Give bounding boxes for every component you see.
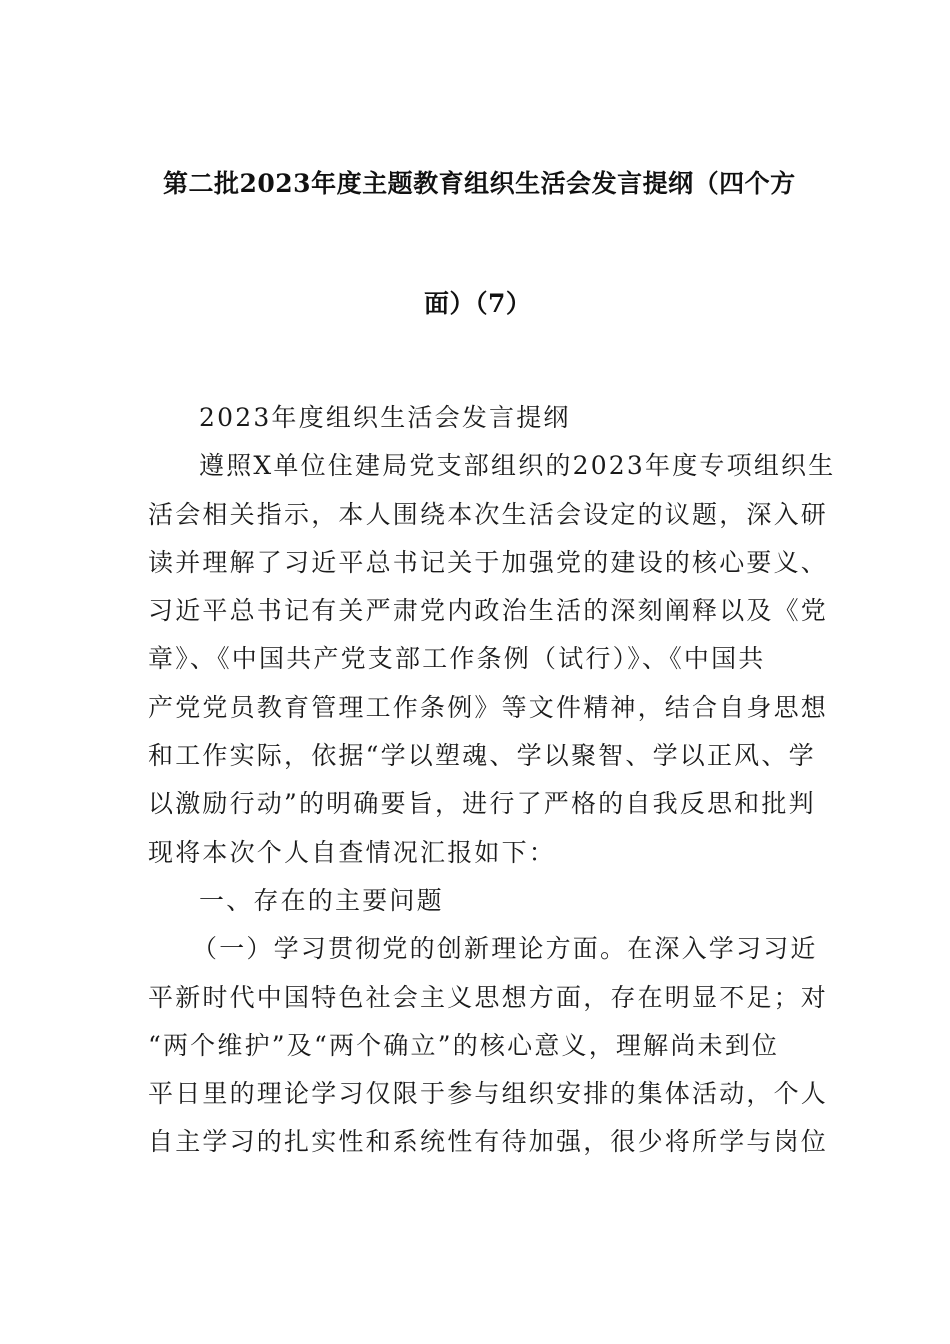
paragraph-line: 现将本次个人自查情况汇报如下： xyxy=(148,837,557,867)
paragraph-line: “两个维护”及“两个确立”的核心意义，理解尚未到位 xyxy=(148,1030,780,1060)
paragraph-line: 章》、《中国共产党支部工作条例（试行）》、《中国共 xyxy=(148,644,766,674)
document-title-line-1: 第二批2023年度主题教育组织生活会发言提纲（四个方 xyxy=(163,169,796,198)
paragraph-line: 习近平总书记有关严肃党内政治生活的深刻阐释以及《党 xyxy=(148,596,829,626)
paragraph-line: 产党党员教育管理工作条例》等文件精神，结合自身思想 xyxy=(148,692,829,722)
paragraph-line: 以激励行动”的明确要旨，进行了严格的自我反思和批判 xyxy=(148,789,816,819)
section-heading: 一、存在的主要问题 xyxy=(199,885,444,915)
paragraph-line: 自主学习的扎实性和系统性有待加强，很少将所学与岗位 xyxy=(148,1127,829,1157)
document-body xyxy=(148,394,836,1167)
paragraph-line: 读并理解了习近平总书记关于加强党的建设的核心要义、 xyxy=(148,547,829,577)
paragraph-line: 平新时代中国特色社会主义思想方面，存在明显不足；对 xyxy=(148,982,829,1012)
document-title-line-2: 面）（7） xyxy=(424,289,532,318)
paragraph-line: 活会相关指示，本人围绕本次生活会设定的议题，深入研 xyxy=(148,499,829,529)
paragraph-line: （一）学习贯彻党的创新理论方面。在深入学习习近 xyxy=(192,934,818,964)
paragraph-line: 平日里的理论学习仅限于参与组织安排的集体活动，个人 xyxy=(148,1079,829,1109)
paragraph-line: 和工作实际，依据“学以塑魂、学以聚智、学以正风、学 xyxy=(148,741,816,771)
subtitle-line: 2023年度组织生活会发言提纲 xyxy=(199,403,571,432)
paragraph-line: 遵照X单位住建局党支部组织的2023年度专项组织生 xyxy=(199,451,836,481)
